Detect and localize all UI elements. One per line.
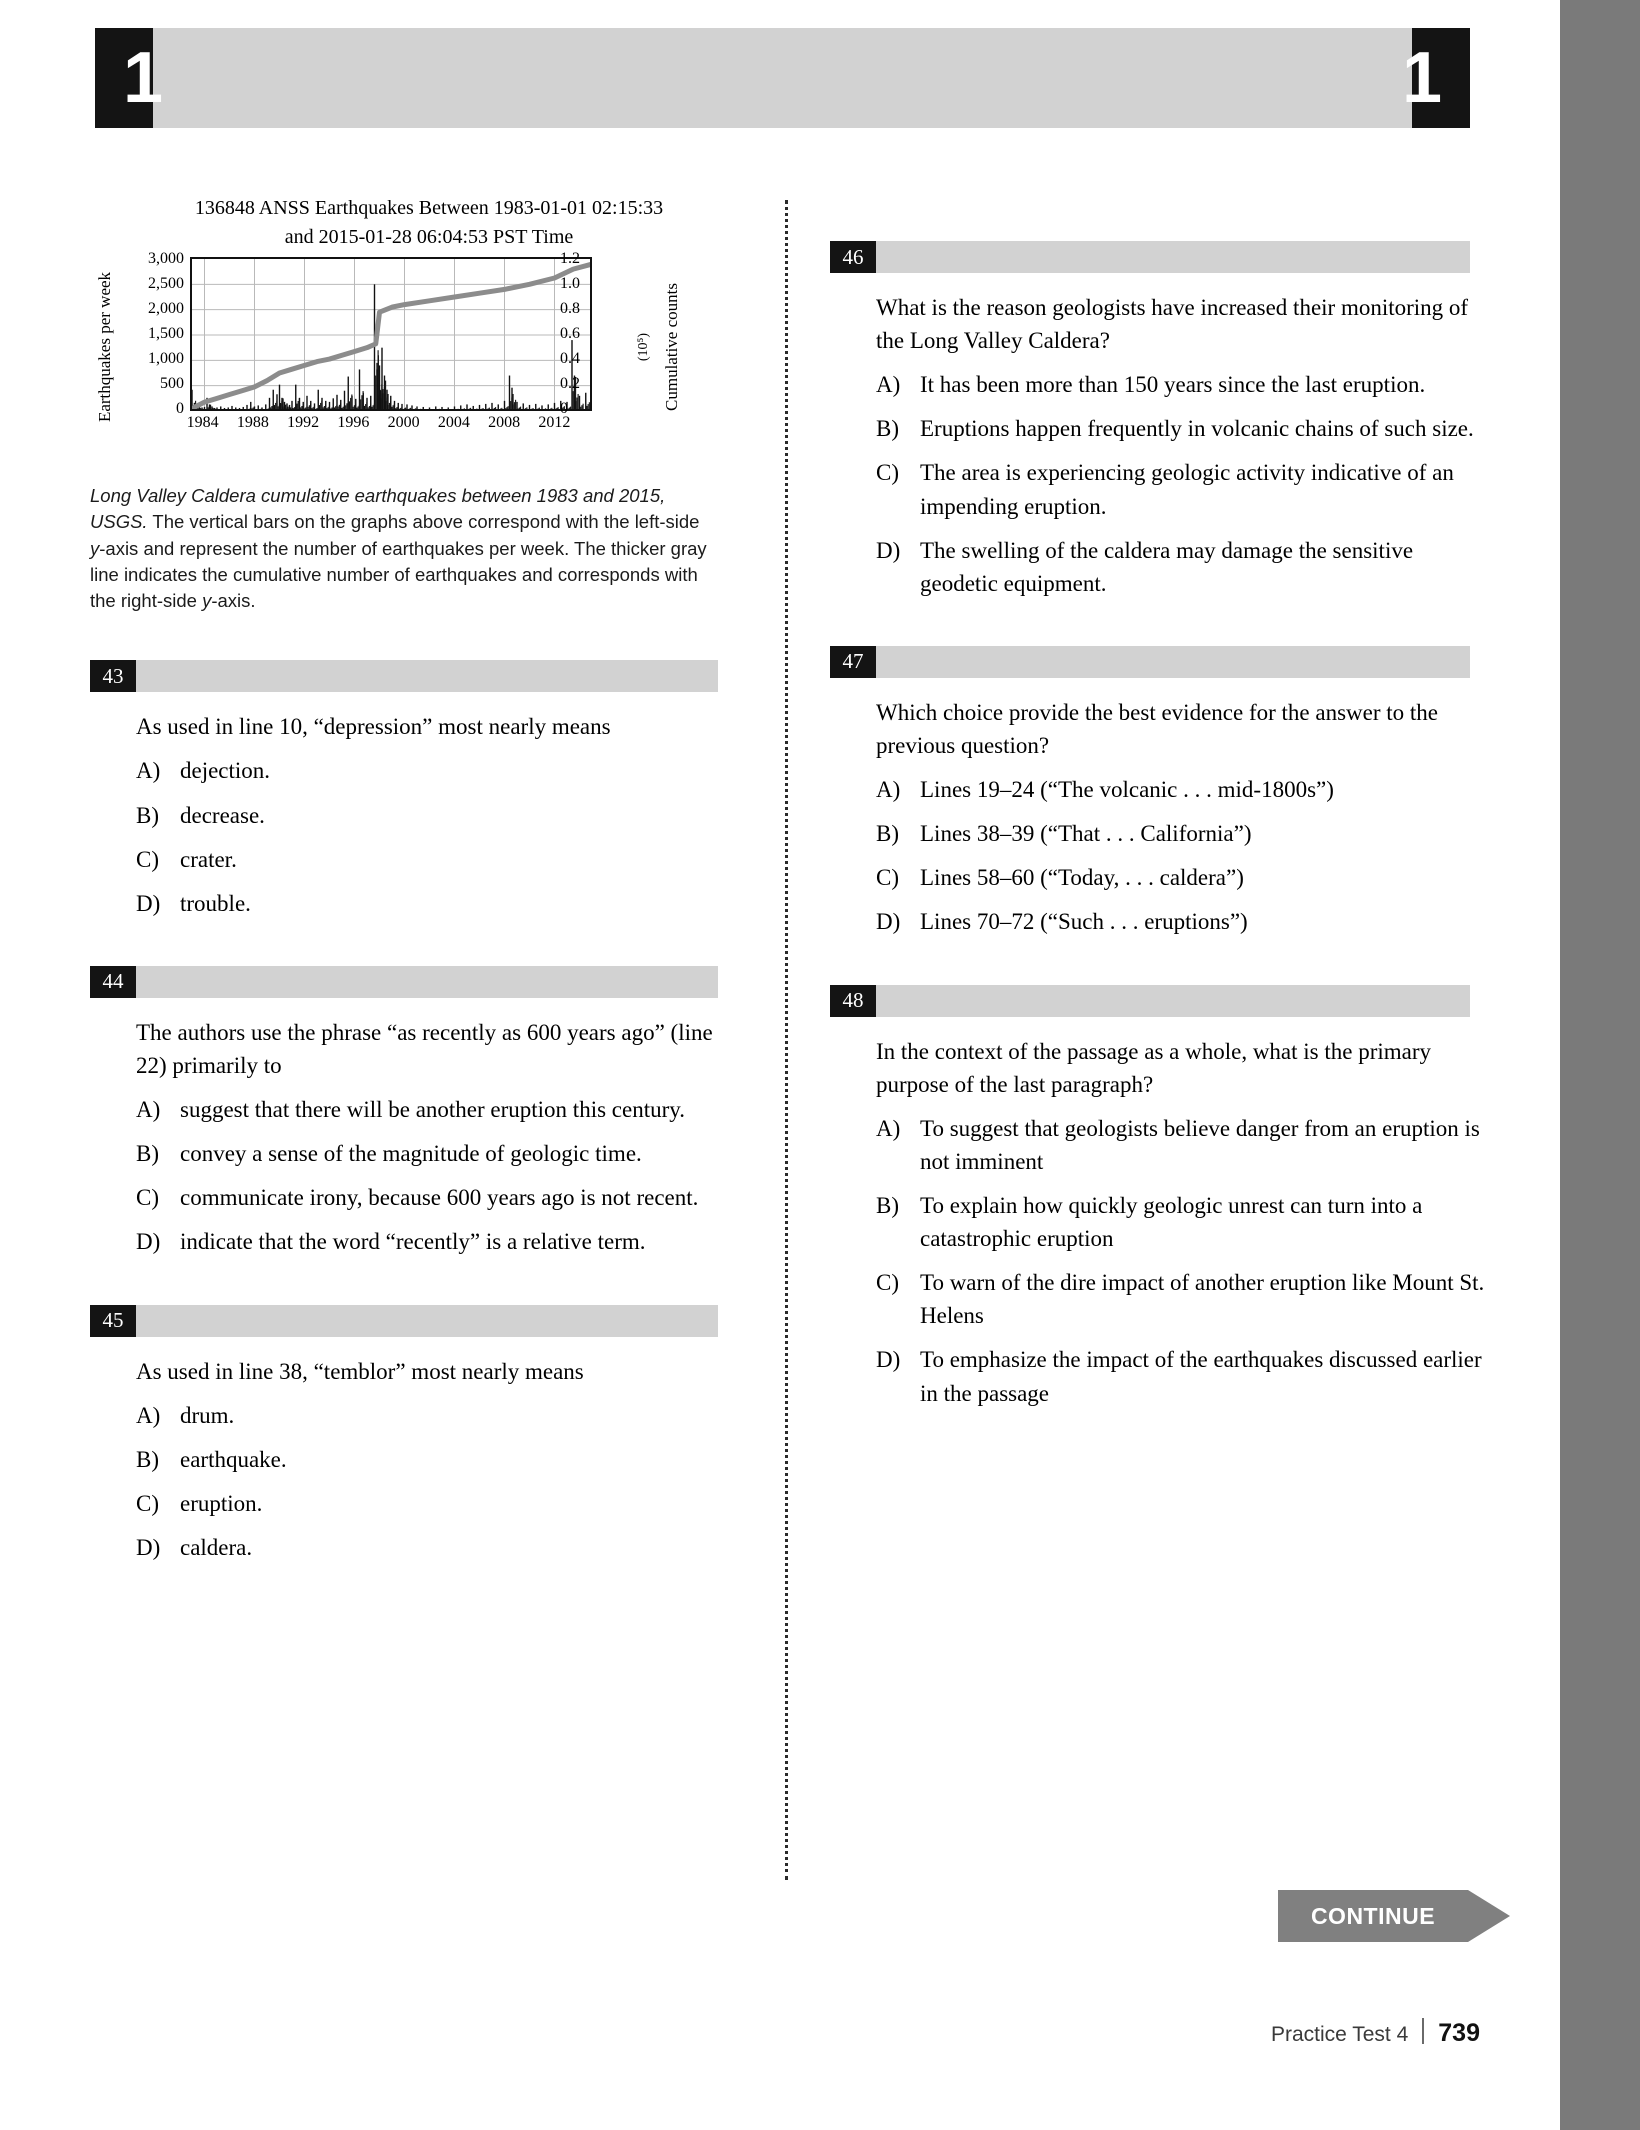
right-gutter-bar (1560, 0, 1640, 2130)
answer-choice-text: earthquake. (180, 1446, 287, 1472)
answer-choice-text: suggest that there will be another eruption this century. (180, 1097, 686, 1123)
question-block (90, 660, 750, 920)
answer-choice-text: crater. (180, 846, 237, 872)
question-number: 43 (90, 660, 136, 692)
answer-choice-label: B) (136, 1141, 159, 1167)
answer-choice[interactable] (876, 456, 1491, 522)
chart-ytick-label-right: 0 (560, 400, 568, 417)
question-header-band (830, 241, 1470, 273)
continue-arrow-icon (1468, 1890, 1510, 1942)
question-options (876, 1112, 1491, 1410)
answer-choice[interactable] (876, 773, 1491, 806)
figure-title-line2: and 2015-01-28 06:04:53 PST Time (284, 226, 574, 248)
question-block (830, 985, 1485, 1410)
question-number: 48 (830, 985, 876, 1017)
answer-choice-text: communicate irony, because 600 years ago is not recent. (180, 1185, 699, 1211)
figure-caption-body: The vertical bars on the graphs above correspond with the left-side y-axis and represent the number of earthquakes per week. The thicker gray line indicates the cumulative number of earthquakes and corresponds with the right-side y-axis. (90, 511, 707, 612)
answer-choice-label: A) (876, 777, 901, 803)
footer-page-number: 739 (1438, 2019, 1480, 2047)
answer-choice-text: To emphasize the impact of the earthquakes discussed earlier in the passage (920, 1347, 1482, 1406)
answer-choice[interactable] (136, 1443, 746, 1476)
answer-choice-label: D) (136, 1229, 161, 1255)
question-options (136, 1399, 746, 1564)
question-block (90, 1305, 750, 1565)
answer-choice-text: Lines 38–39 (“That . . . California”) (920, 821, 1252, 847)
figure-caption (90, 483, 718, 614)
answer-choice-label: C) (136, 846, 159, 872)
question-stem: In the context of the passage as a whole, what is the primary purpose of the last paragraph? (876, 1038, 1432, 1097)
footer-separator (1422, 2018, 1424, 2044)
answer-choice-text: drum. (180, 1402, 235, 1428)
answer-choice-label: C) (876, 460, 899, 486)
answer-choice-text: Lines 58–60 (“Today, . . . caldera”) (920, 865, 1244, 891)
answer-choice[interactable] (876, 412, 1491, 445)
answer-choice-text: To suggest that geologists believe danger from an eruption is not imminent (920, 1115, 1480, 1174)
chart-xtick-label: 2008 (488, 414, 521, 431)
left-question-list (90, 660, 750, 1564)
chart-ytick-label-right: 0.8 (560, 300, 580, 317)
answer-choice-label: C) (876, 865, 899, 891)
chart-ytick-label-left: 3,000 (148, 250, 184, 267)
answer-choice-text: To warn of the dire impact of another eruption like Mount St. Helens (920, 1270, 1485, 1329)
answer-choice[interactable] (136, 1487, 746, 1520)
chart-area (90, 250, 750, 457)
question-stem: The authors use the phrase “as recently as 600 years ago” (line 22) primarily to (136, 1019, 713, 1078)
question-header-band (90, 966, 718, 998)
chart-yticks-right (556, 250, 604, 417)
answer-choice[interactable] (136, 1531, 746, 1564)
continue-button-label: CONTINUE (1310, 1902, 1436, 1929)
answer-choice-label: A) (876, 1115, 901, 1141)
question-block (830, 241, 1474, 600)
question-number: 44 (90, 966, 136, 998)
answer-choice-label: C) (136, 1185, 159, 1211)
answer-choice-label: D) (876, 1347, 901, 1373)
answer-choice[interactable] (136, 887, 746, 920)
chart-ytick-label-right: 0.4 (560, 350, 580, 367)
answer-choice[interactable] (136, 1137, 746, 1170)
answer-choice[interactable] (876, 1343, 1491, 1409)
answer-choice-text: Lines 19–24 (“The volcanic . . . mid-1800s”) (920, 777, 1334, 803)
answer-choice[interactable] (876, 534, 1491, 600)
answer-choice[interactable] (136, 1181, 746, 1214)
answer-choice-label: B) (876, 821, 899, 847)
question-stem: Which choice provide the best evidence for the answer to the previous question? (876, 699, 1438, 758)
answer-choice-text: To explain how quickly geologic unrest can turn into a catastrophic eruption (920, 1192, 1423, 1252)
answer-choice-label: D) (136, 890, 161, 916)
chart-svg (192, 259, 592, 411)
footer-test-label: Practice Test 4 (1270, 2023, 1409, 2046)
question-options (136, 754, 746, 919)
answer-choice-label: B) (876, 1192, 899, 1218)
question-options (876, 773, 1491, 938)
answer-choice[interactable] (876, 817, 1491, 850)
answer-choice[interactable] (876, 1266, 1491, 1332)
chart-xtick-label: 1992 (287, 414, 320, 431)
page-header (95, 28, 1470, 128)
continue-button-body[interactable] (1278, 1890, 1468, 1942)
question-number: 46 (830, 241, 876, 273)
answer-choice[interactable] (876, 861, 1491, 894)
answer-choice-text: caldera. (180, 1534, 253, 1560)
answer-choice-text: It has been more than 150 years since the last eruption. (920, 372, 1426, 398)
answer-choice[interactable] (136, 1225, 746, 1258)
answer-choice[interactable] (136, 843, 746, 876)
answer-choice[interactable] (136, 754, 746, 787)
answer-choice-text: convey a sense of the magnitude of geologic time. (180, 1141, 642, 1167)
chart-ytick-label-left: 1,500 (148, 325, 184, 342)
answer-choice-text: Eruptions happen frequently in volcanic chains of such size. (920, 416, 1474, 442)
figure-title-line1: 136848 ANSS Earthquakes Between 1983-01-01 02:15:33 (194, 197, 664, 219)
answer-choice[interactable] (136, 799, 746, 832)
answer-choice-label: D) (136, 1534, 161, 1560)
question-header-band (90, 1305, 718, 1337)
answer-choice-text: eruption. (180, 1490, 263, 1516)
right-column (830, 195, 1485, 1410)
chart-ylabel-right-units: (10⁵) (636, 332, 652, 362)
chart-yticks-left (116, 250, 188, 417)
figure-earthquake-chart (90, 195, 750, 614)
answer-choice-text: The swelling of the caldera may damage the sensitive geodetic equipment. (920, 537, 1414, 596)
answer-choice[interactable] (876, 905, 1491, 938)
answer-choice[interactable] (876, 1189, 1491, 1255)
chart-ytick-label-left: 2,500 (148, 275, 184, 292)
chart-xticks (186, 414, 592, 440)
answer-choice-label: D) (876, 909, 901, 935)
answer-choice-text: Lines 70–72 (“Such . . . eruptions”) (920, 909, 1248, 935)
question-stem: As used in line 10, “depression” most nearly means (136, 714, 611, 740)
answer-choice-label: A) (136, 1402, 161, 1428)
chart-xtick-label: 1984 (186, 414, 219, 431)
answer-choice[interactable] (876, 1112, 1491, 1178)
left-column (90, 195, 750, 1564)
chart-xtick-label: 2012 (538, 414, 571, 431)
answer-choice-label: A) (136, 758, 161, 784)
answer-choice-label: D) (876, 537, 901, 563)
chart-ylabel-left (92, 257, 118, 437)
chart-ylabel-right (606, 257, 681, 437)
answer-choice[interactable] (136, 1093, 746, 1126)
chart-ytick-label-left: 500 (160, 375, 184, 392)
answer-choice-label: B) (136, 1446, 159, 1472)
question-header-band (830, 985, 1470, 1017)
continue-button[interactable] (1278, 1890, 1518, 1942)
answer-choice-text: The area is experiencing geologic activity indicative of an impending eruption. (920, 460, 1454, 519)
answer-choice-text: dejection. (180, 758, 271, 784)
question-block (830, 646, 1470, 939)
question-number: 45 (90, 1305, 136, 1337)
section-number-left: 1 (123, 38, 164, 118)
question-block (90, 966, 750, 1259)
right-question-list (830, 241, 1485, 1410)
chart-xtick-label: 2004 (437, 414, 470, 431)
chart-ytick-label-left: 2,000 (148, 300, 184, 317)
chart-ylabel-right-text: Cumulative counts (661, 283, 681, 411)
answer-choice-label: C) (136, 1490, 159, 1516)
figure-caption-lead: Long Valley Caldera cumulative earthquakes between 1983 and 2015, USGS. (90, 485, 666, 533)
chart-ytick-label-left: 0 (176, 400, 184, 417)
header-band (153, 28, 1412, 128)
answer-choice-label: A) (136, 1097, 161, 1123)
question-number: 47 (830, 646, 876, 678)
question-stem: As used in line 38, “temblor” most nearly means (136, 1358, 584, 1384)
question-header-band (830, 646, 1470, 678)
chart-ytick-label-right: 0.2 (560, 375, 580, 392)
answer-choice[interactable] (876, 368, 1491, 401)
chart-xtick-label: 1988 (236, 414, 269, 431)
answer-choice-label: A) (876, 372, 901, 398)
answer-choice-text: trouble. (180, 890, 251, 916)
chart-xtick-label: 1996 (337, 414, 370, 431)
chart-xtick-label: 2000 (387, 414, 420, 431)
question-options (876, 368, 1491, 600)
chart-ylabel-left-text: Earthquakes per week (95, 271, 115, 423)
answer-choice-label: C) (876, 1270, 899, 1296)
question-header-band (90, 660, 718, 692)
chart-plot-region (190, 257, 592, 411)
chart-ytick-label-right: 1.0 (560, 275, 580, 292)
answer-choice-text: decrease. (180, 802, 265, 828)
answer-choice[interactable] (136, 1399, 746, 1432)
page-footer (1271, 2015, 1480, 2048)
answer-choice-text: indicate that the word “recently” is a relative term. (180, 1229, 646, 1255)
column-divider (785, 200, 788, 1880)
question-stem: What is the reason geologists have increased their monitoring of the Long Valley Caldera? (876, 295, 1469, 354)
chart-ytick-label-right: 1.2 (560, 250, 580, 267)
section-number-right: 1 (1401, 38, 1442, 118)
answer-choice-label: B) (876, 416, 899, 442)
chart-ytick-label-right: 0.6 (560, 325, 580, 342)
answer-choice-label: B) (136, 802, 159, 828)
chart-ytick-label-left: 1,000 (148, 350, 184, 367)
question-options (136, 1093, 746, 1258)
